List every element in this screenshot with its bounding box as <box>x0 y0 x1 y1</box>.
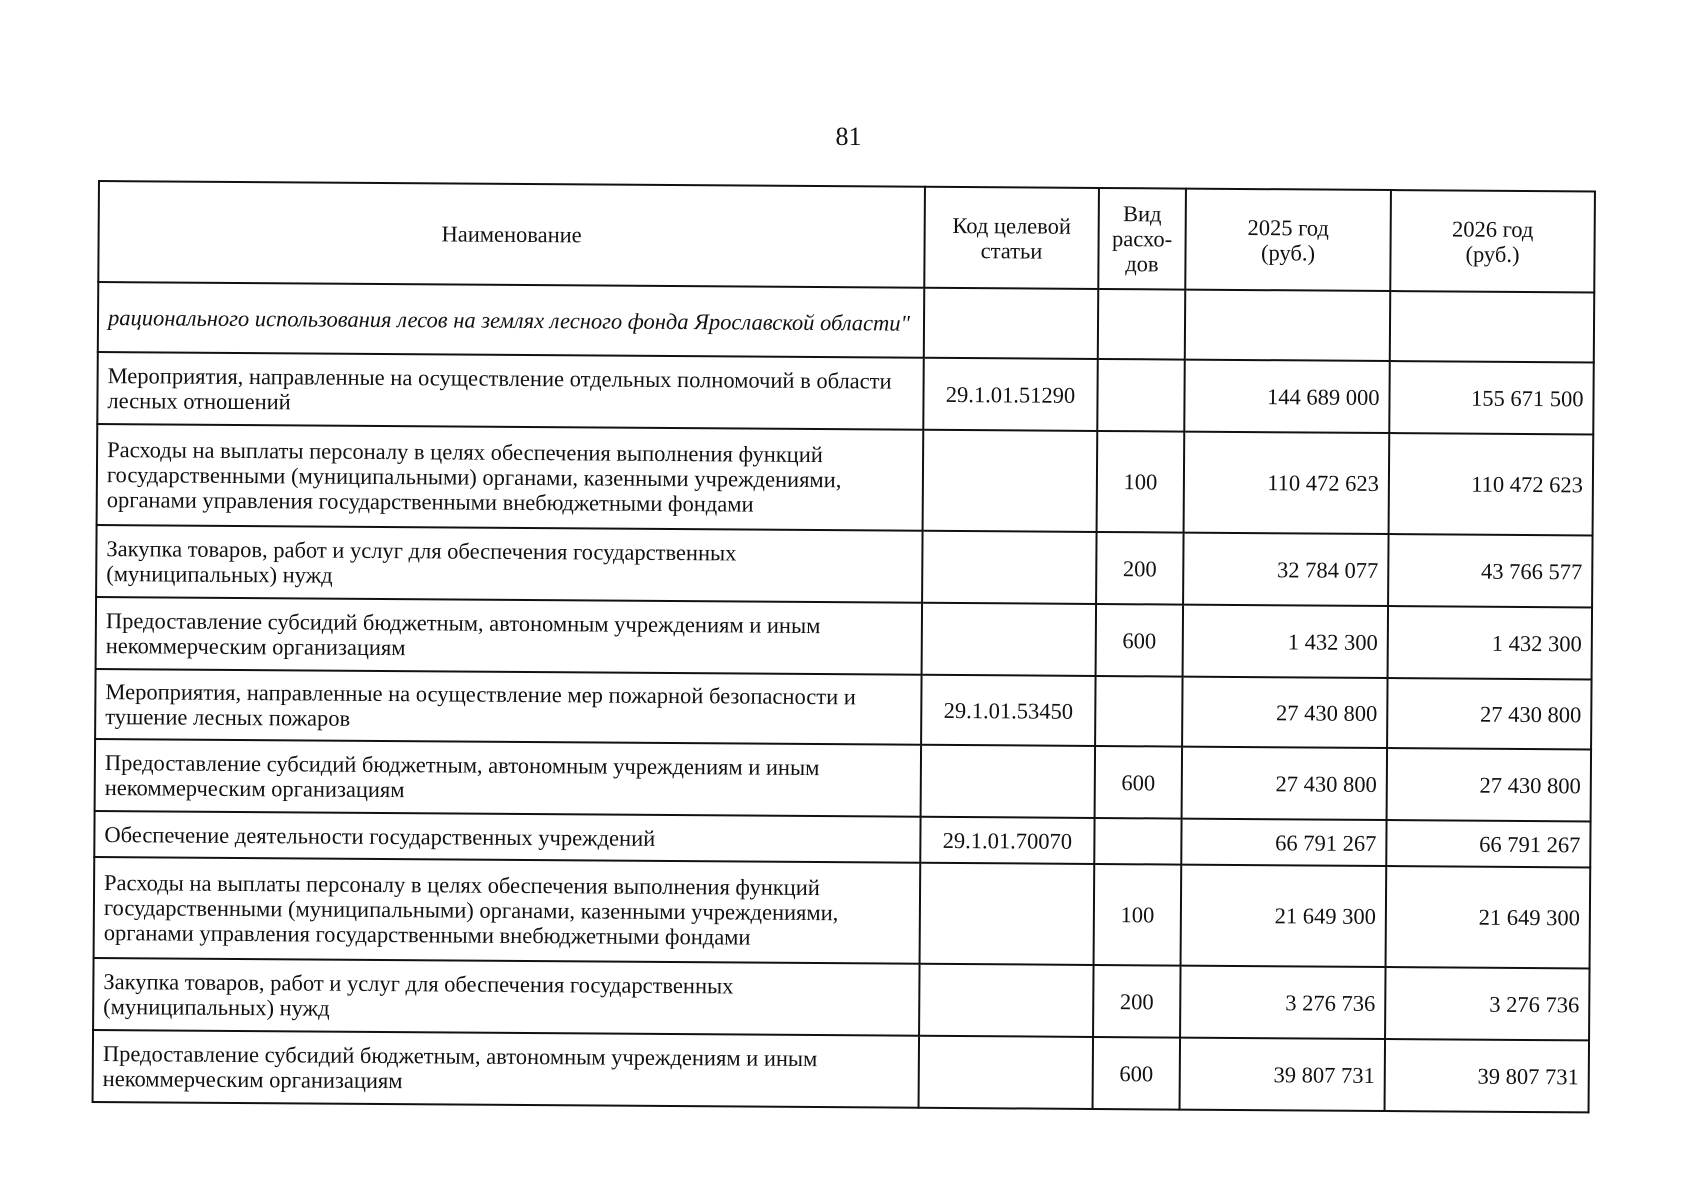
row-name: рационального использования лесов на землях лесного фонда Ярославской области" <box>98 282 924 358</box>
row-kind <box>1098 289 1185 360</box>
row-2025: 3 276 736 <box>1180 966 1385 1039</box>
table-row <box>96 597 1592 679</box>
row-2026: 21 649 300 <box>1386 866 1591 968</box>
row-2026: 43 766 577 <box>1388 534 1592 607</box>
header-2026 <box>1390 190 1595 292</box>
table-header <box>98 181 1595 292</box>
row-code <box>919 1036 1093 1109</box>
row-kind: 100 <box>1094 864 1182 966</box>
header-kind-line: расхо- <box>1111 226 1173 252</box>
header-2026-line: 2026 год <box>1451 215 1534 242</box>
table-row <box>93 1030 1589 1112</box>
row-name: Мероприятия, направленные на осуществление отдельных полномочий в области лесных отношений <box>97 352 923 430</box>
row-code <box>922 531 1096 604</box>
row-2026 <box>1390 291 1594 362</box>
table-row <box>97 424 1594 535</box>
row-name: Расходы на выплаты персоналу в целях обеспечения выполнения функций государственными (муниципальными) органами, казенными учреждениями, органами управления государственными внебюджетными фондами <box>94 857 921 964</box>
row-2026: 27 430 800 <box>1387 678 1591 749</box>
table-row <box>95 669 1591 749</box>
row-code <box>919 964 1093 1037</box>
page-number: 81 <box>835 122 862 151</box>
row-code: 29.1.01.51290 <box>923 358 1097 431</box>
row-code: 29.1.01.53450 <box>921 675 1095 746</box>
row-kind: 100 <box>1097 431 1185 533</box>
header-kind <box>1098 188 1186 290</box>
row-2025: 1 432 300 <box>1183 605 1388 678</box>
row-name: Предоставление субсидий бюджетным, автономным учреждениям и иным некоммерческим организациям <box>95 739 921 817</box>
row-2025: 66 791 267 <box>1181 819 1386 866</box>
row-code: 29.1.01.70070 <box>920 817 1094 864</box>
row-code <box>920 863 1095 965</box>
row-name: Предоставление субсидий бюджетным, автономным учреждениям и иным некоммерческим организациям <box>93 1030 919 1108</box>
row-2026: 27 430 800 <box>1387 748 1591 821</box>
row-kind: 200 <box>1093 965 1181 1038</box>
row-kind: 200 <box>1096 532 1184 605</box>
row-kind <box>1095 676 1182 747</box>
row-kind <box>1097 359 1185 432</box>
header-code-line: Код целевой <box>952 212 1072 239</box>
budget-table <box>92 180 1596 1113</box>
row-2025: 144 689 000 <box>1184 360 1389 433</box>
row-2025: 32 784 077 <box>1183 533 1388 606</box>
row-code <box>924 288 1098 359</box>
header-row <box>98 181 1595 292</box>
row-2025: 27 430 800 <box>1182 677 1387 748</box>
table-body <box>93 282 1595 1112</box>
table-row <box>95 739 1591 821</box>
row-code <box>921 745 1095 818</box>
row-2026: 3 276 736 <box>1385 967 1589 1040</box>
header-2025-line: (руб.) <box>1260 239 1316 265</box>
row-name: Расходы на выплаты персоналу в целях обеспечения выполнения функций государственными (муниципальными) органами, казенными учреждениями, органами управления государственными внебюджетными фондами <box>97 424 924 531</box>
row-kind: 600 <box>1096 604 1184 677</box>
row-code <box>922 603 1096 676</box>
row-2025: 27 430 800 <box>1182 747 1387 820</box>
header-name: Наименование <box>98 181 925 288</box>
row-2025: 21 649 300 <box>1181 865 1387 967</box>
row-2026: 39 807 731 <box>1385 1039 1589 1112</box>
header-kind-line: дов <box>1125 251 1159 277</box>
header-code <box>924 187 1099 289</box>
row-2025: 39 807 731 <box>1180 1038 1385 1111</box>
header-2025-line: 2025 год <box>1247 214 1329 241</box>
row-2026: 66 791 267 <box>1386 820 1590 867</box>
header-2025 <box>1185 189 1391 291</box>
row-2026: 110 472 623 <box>1389 433 1594 535</box>
row-2026: 155 671 500 <box>1389 361 1593 434</box>
table-row <box>98 282 1594 362</box>
table-row <box>93 958 1589 1040</box>
table-row <box>97 352 1593 434</box>
table-row <box>94 857 1591 968</box>
row-2026: 1 432 300 <box>1388 606 1592 679</box>
row-code <box>923 430 1098 532</box>
row-2025: 110 472 623 <box>1184 432 1390 534</box>
table-row <box>96 525 1592 607</box>
row-kind: 600 <box>1093 1037 1181 1110</box>
row-name: Мероприятия, направленные на осуществление мер пожарной безопасности и тушение лесных пожаров <box>95 669 921 745</box>
row-2025 <box>1185 290 1390 361</box>
header-kind-line: Вид <box>1122 201 1162 227</box>
header-code-line: статьи <box>980 237 1043 264</box>
header-2026-line: (руб.) <box>1465 241 1520 267</box>
row-name: Закупка товаров, работ и услуг для обеспечения государственных (муниципальных) нужд <box>93 958 919 1036</box>
row-name: Предоставление субсидий бюджетным, автономным учреждениям и иным некоммерческим организациям <box>96 597 922 675</box>
row-kind <box>1094 818 1181 865</box>
row-kind: 600 <box>1095 746 1183 819</box>
row-name: Закупка товаров, работ и услуг для обеспечения государственных (муниципальных) нужд <box>96 525 922 603</box>
row-name: Обеспечение деятельности государственных учреждений <box>94 811 920 863</box>
